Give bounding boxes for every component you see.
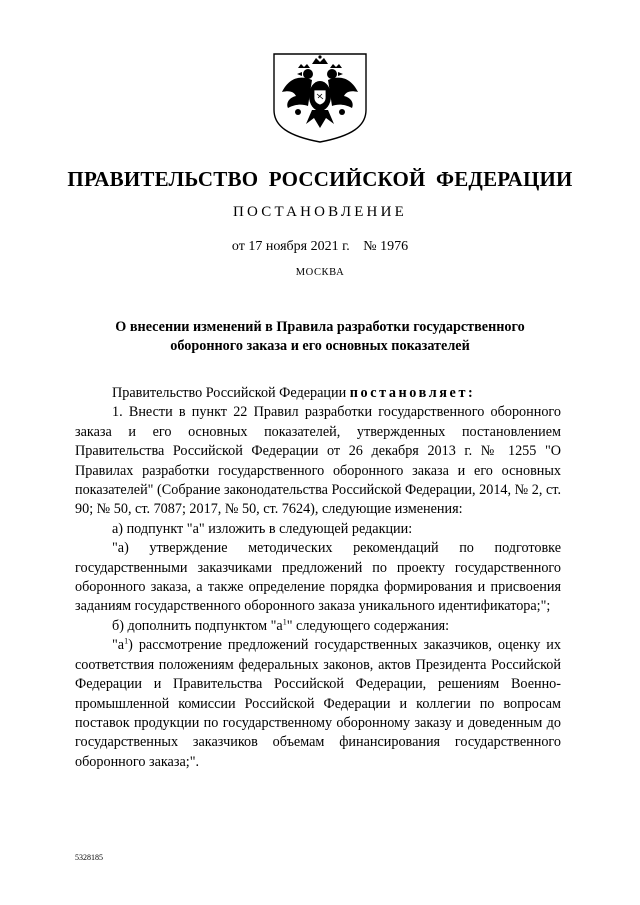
paragraph-2: а) подпункт "а" изложить в следующей редакции: [112,520,413,537]
russian-coat-of-arms-icon [268,52,372,144]
paragraph-4 [75,617,561,636]
document-city: МОСКВА [295,267,345,278]
date-prefix: от [231,239,245,254]
paragraph-5-text-end: ) рассмотрение предложений государственных заказчиков, оценку их соответствия положениям федеральных законов, актов Президента Российской Федерации и Правительства Российской Федерации, решениям Военно-промышленной комиссии Российской Федерации и коллегии по вопросам поставок продукции по государственному оборонному заказу и доведенным до государственных заказчиков объемам финансирования государственного оборонного заказа;". [75,637,561,770]
paragraph-4-text: б) дополнить подпунктом "а [112,617,283,634]
superscript: 1 [282,617,287,627]
preamble-text: Правительство Российской Федерации [112,385,350,401]
document-date-line [0,239,640,255]
number-sign: № [363,239,377,254]
paragraph-3: "а) утверждение методических рекомендаций по подготовке государственными заказчиками предложений по проекту государственного оборонного заказа, а также определение порядка формирования и присвоения заданиям государственного оборонного заказа уникального идентификатора;"; [75,540,561,615]
preamble [75,384,561,403]
document-type: ПОСТАНОВЛЕНИЕ [233,204,407,220]
document-number: 1976 [380,239,409,254]
government-title: ПРАВИТЕЛЬСТВО РОССИЙСКОЙ ФЕДЕРАЦИИ [67,167,573,191]
preamble-verb: постановляет: [349,385,476,401]
superscript: 1 [124,636,129,646]
paragraph-1: 1. Внести в пункт 22 Правил разработки государственного оборонного заказа и его основных показателей, утвержденных постановлением Правительства Российской Федерации от 26 декабря 2013 г. № 1255 "О Правилах разработки государственного оборонного заказа и его основных показателей" (Собрание законодательства Российской Федерации, 2014, № 2, ст. 90; № 50, ст. 7087; 2017, № 50, ст. 7624), следующие изменения: [75,404,561,518]
document-body [75,384,561,772]
document-id: 5328185 [75,853,103,862]
subject-line-1: О внесении изменений в Правила разработки государственного [115,319,525,335]
document-subject [0,318,640,356]
paragraph-4-text-end: " следующего содержания: [286,617,450,634]
subject-line-2: оборонного заказа и его основных показателей [170,338,470,354]
document-date: 17 ноября 2021 г. [248,239,350,254]
paragraph-5-text: "а [112,637,125,654]
paragraph-5 [75,636,561,772]
